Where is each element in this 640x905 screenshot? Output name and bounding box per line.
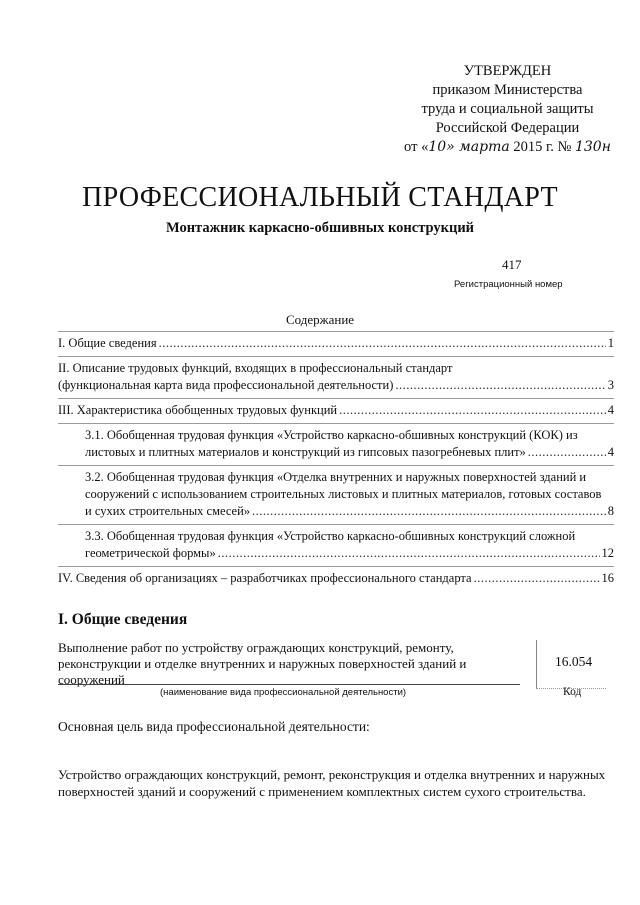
toc-item-text: 3.2. Обобщенная трудовая функция «Отделка внутренних и наружных поверхностей зданий и <box>85 470 587 484</box>
section-heading: I. Общие сведения <box>58 611 188 628</box>
toc-item[interactable] <box>58 360 614 394</box>
date-year: 2015 г. № <box>509 139 575 155</box>
toc-item-text: и сухих строительных смесей» <box>85 504 251 518</box>
toc-leader <box>528 444 606 461</box>
toc-item-text: IV. Сведения об организациях – разработчиках профессионального стандарта <box>58 571 472 585</box>
toc-item[interactable] <box>58 335 614 352</box>
goal-text-line: Устройство ограждающих конструкций, ремонт, реконструкция и отделка внутренних и наружных <box>58 767 606 782</box>
activity-name-line: сооружений <box>58 672 125 687</box>
toc-page-number: 12 <box>601 546 614 560</box>
toc-leader <box>474 570 600 587</box>
toc-item-text: геометрической формы» <box>85 546 216 560</box>
goal-text <box>58 766 618 800</box>
toc-item-text: 3.1. Обобщенная трудовая функция «Устройство каркасно-обшивных конструкций (КОК) из <box>85 428 578 442</box>
toc-item-text: (функциональная карта вида профессиональной деятельности) <box>58 378 394 392</box>
goal-text-line: поверхностей зданий и сооружений с применением комплектных систем сухого строительства. <box>58 784 586 799</box>
toc-page-number: 4 <box>607 445 614 459</box>
activity-name <box>58 640 523 688</box>
toc-leader <box>159 335 606 352</box>
activity-underline <box>58 684 520 685</box>
approval-line: приказом Министерства <box>432 82 583 98</box>
toc-leader <box>252 503 606 520</box>
toc-item[interactable] <box>58 528 614 562</box>
goal-label: Основная цель вида профессиональной деятельности: <box>58 719 370 734</box>
toc-leader <box>395 377 605 394</box>
toc-heading: Содержание <box>285 312 355 327</box>
registration-label: Регистрационный номер <box>454 279 563 290</box>
activity-caption: (наименование вида профессиональной деятельности) <box>160 687 407 698</box>
registration-number: 417 <box>502 257 522 272</box>
toc-leader <box>339 402 606 419</box>
toc-page-number: 1 <box>607 336 614 350</box>
approval-date-line <box>395 138 620 157</box>
date-prefix: от « <box>404 139 429 155</box>
code-box-border <box>536 640 537 688</box>
toc-leader <box>218 545 600 562</box>
document-subtitle: Монтажник каркасно-обшивных конструкций <box>165 220 475 236</box>
activity-name-line: Выполнение работ по устройству ограждающих конструкций, ремонту, <box>58 640 454 655</box>
toc-item[interactable] <box>58 469 614 520</box>
toc-item-text: I. Общие сведения <box>58 336 157 350</box>
toc-divider <box>58 465 614 466</box>
toc-divider <box>58 331 614 332</box>
toc-divider <box>58 524 614 525</box>
handwritten-number: 130н <box>574 139 611 155</box>
toc-divider <box>58 356 614 357</box>
handwritten-date: 10» марта <box>428 139 510 155</box>
toc-item-text: III. Характеристика обобщенных трудовых функций <box>58 403 338 417</box>
approval-line: труда и социальной защиты <box>421 101 594 117</box>
activity-name-line: реконструкции и отделке внутренних и наружных поверхностей зданий и <box>58 656 467 671</box>
toc-divider <box>58 398 614 399</box>
toc-page-number: 3 <box>607 378 614 392</box>
approval-block <box>395 62 620 157</box>
toc-item[interactable] <box>58 427 614 461</box>
toc-item-text: 3.3. Обобщенная трудовая функция «Устройство каркасно-обшивных конструкций сложной <box>85 529 576 543</box>
toc-item[interactable] <box>58 402 614 419</box>
code-caption: Код <box>563 686 582 698</box>
toc-page-number: 4 <box>607 403 614 417</box>
toc-item[interactable] <box>58 570 614 587</box>
toc-page-number: 8 <box>607 504 614 518</box>
toc-item-text: сооружений с использованием строительных листовых и плитных материалов, готовых составов <box>85 487 602 501</box>
approval-title: УТВЕРЖДЕН <box>463 63 552 79</box>
approval-line: Российской Федерации <box>435 120 580 136</box>
activity-code: 16.054 <box>555 654 593 669</box>
toc-page-number: 16 <box>601 571 614 585</box>
toc-item-text: листовых и плитных материалов и конструкций из гипсовых пазогребневых плит» <box>85 445 526 459</box>
toc-item-text: II. Описание трудовых функций, входящих в профессиональный стандарт <box>58 361 453 375</box>
table-of-contents <box>58 327 614 587</box>
toc-divider <box>58 566 614 567</box>
toc-divider <box>58 423 614 424</box>
document-title: ПРОФЕССИОНАЛЬНЫЙ СТАНДАРТ <box>82 182 558 213</box>
